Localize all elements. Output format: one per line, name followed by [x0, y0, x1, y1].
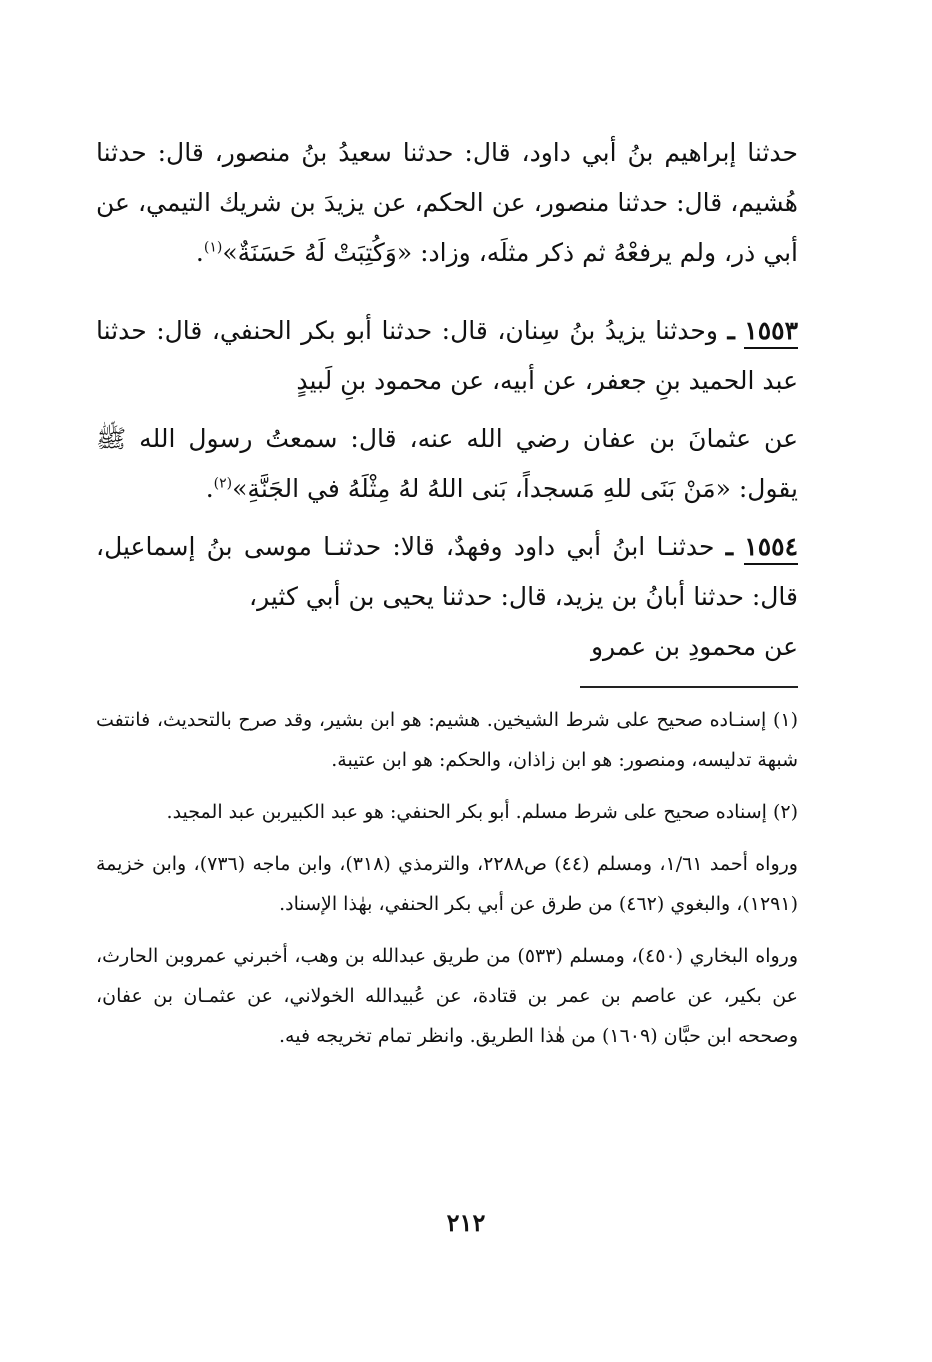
hadith-number-1553: ١٥٥٣: [744, 316, 798, 349]
hadith-1553-text: وحدثنا يزيدُ بنُ سِنان، قال: حدثنا أبو بكر الحنفي، قال: حدثنا عبد الحميد بنِ جعفر، عن أبيه، عن محمود بنِ لَبيدٍ: [96, 316, 798, 395]
hadith-1554-last-line: عن محمودِ بن عمرو: [590, 632, 798, 661]
paragraph-1-text: حدثنا إبراهيم بنُ أبي داود، قال: حدثنا سعيدُ بنُ منصور، قال: حدثنا هُشيم، قال: حدثنا منصور، عن الحكم، عن يزيدَ بن شريك التيمي، عن أبي ذر، ولم يرفعْهُ ثم ذكر مثلَه، وزاد: «وَكُتِبَتْ لَهُ حَسَنَةٌ»: [96, 138, 798, 267]
paragraph-1: حدثنا إبراهيم بنُ أبي داود، قال: حدثنا سعيدُ بنُ منصور، قال: حدثنا هُشيم، قال: حدثنا منصور، عن الحكم، عن يزيدَ بن شريك التيمي، عن أبي ذر، ولم يرفعْهُ ثم ذكر مثلَه، وزاد: «وَكُتِبَتْ لَهُ حَسَنَةٌ»$^{(١)}$.: [96, 138, 798, 267]
hadith-1554: [96, 522, 798, 672]
footnote-2-sources: ورواه أحمد ١/٦١، ومسلم (٤٤) ص٢٢٨٨، والترمذي (٣١٨)، وابن ماجه (٧٣٦)، وابن خزيمة (١٢٩١)، والبغوي (٤٦٢) من طرق عن أبي بكر الحنفي، بهٰذا الإسناد.: [96, 853, 798, 915]
hadith-1554-text: حدثنـا ابنُ أبي داود وفهدٌ، قالا: حدثنـا موسى بنُ إسماعيل، قال: حدثنا أبانُ بن يزيد، قال: حدثنا يحيى بن أبي كثير،: [96, 532, 798, 611]
hadith-1553-cont-text: عن عثمانَ بن عفان رضي الله عنه، قال: سمعتُ رسول الله ﷺ يقول: «مَنْ بَنَى للهِ مَسجداً، بَنى اللهُ لهُ مِثْلَهُ في الجَنَّةِ»: [96, 424, 798, 503]
footnote-ref-1[interactable]: (١): [203, 239, 223, 256]
page-body: [96, 128, 798, 1056]
hadith-dash: ـ: [727, 316, 735, 345]
page-number: ٢١٢: [446, 1208, 486, 1237]
footnote-2: (٢) إسناده صحيح على شرط مسلم. أبو بكر الحنفي: هو عبد الكبيربن عبد المجيد.: [166, 801, 798, 823]
footnotes: [96, 700, 798, 1056]
footnote-ref-2[interactable]: (٢): [213, 475, 233, 492]
footnote-2-more-sources: ورواه البخاري (٤٥٠)، ومسلم (٥٣٣) من طريق عبدالله بن وهب، أخبرني عمروبن الحارث، عن بكير، عن عاصم بن عمر بن قتادة، عن عُبيدالله الخولاني، عن عثمـان بن عفان، وصححه ابن حبَّان (١٦٠٩) من هٰذا الطريق. وانظر تمام تخريجه فيه.: [96, 945, 799, 1047]
hadith-dash: ـ: [725, 532, 734, 561]
footnote-separator: [580, 686, 798, 688]
hadith-number-1554: ١٥٥٤: [744, 532, 798, 565]
hadith-1553-continuation: عن عثمانَ بن عفان رضي الله عنه، قال: سمعتُ رسول الله ﷺ يقول: «مَنْ بَنَى للهِ مَسجداً، بَنى اللهُ لهُ مِثْلَهُ في الجَنَّةِ»$^{(٢)}$.: [96, 424, 798, 503]
main-text: [96, 128, 798, 672]
footnote-1: (١) إسنـاده صحيح على شرط الشيخين. هشيم: هو ابن بشير، وقد صرح بالتحديث، فانتفت شبهة تدليسه، ومنصور: هو ابن زاذان، والحكم: هو ابن عتيبة.: [96, 709, 798, 771]
hadith-1553: [96, 306, 798, 406]
